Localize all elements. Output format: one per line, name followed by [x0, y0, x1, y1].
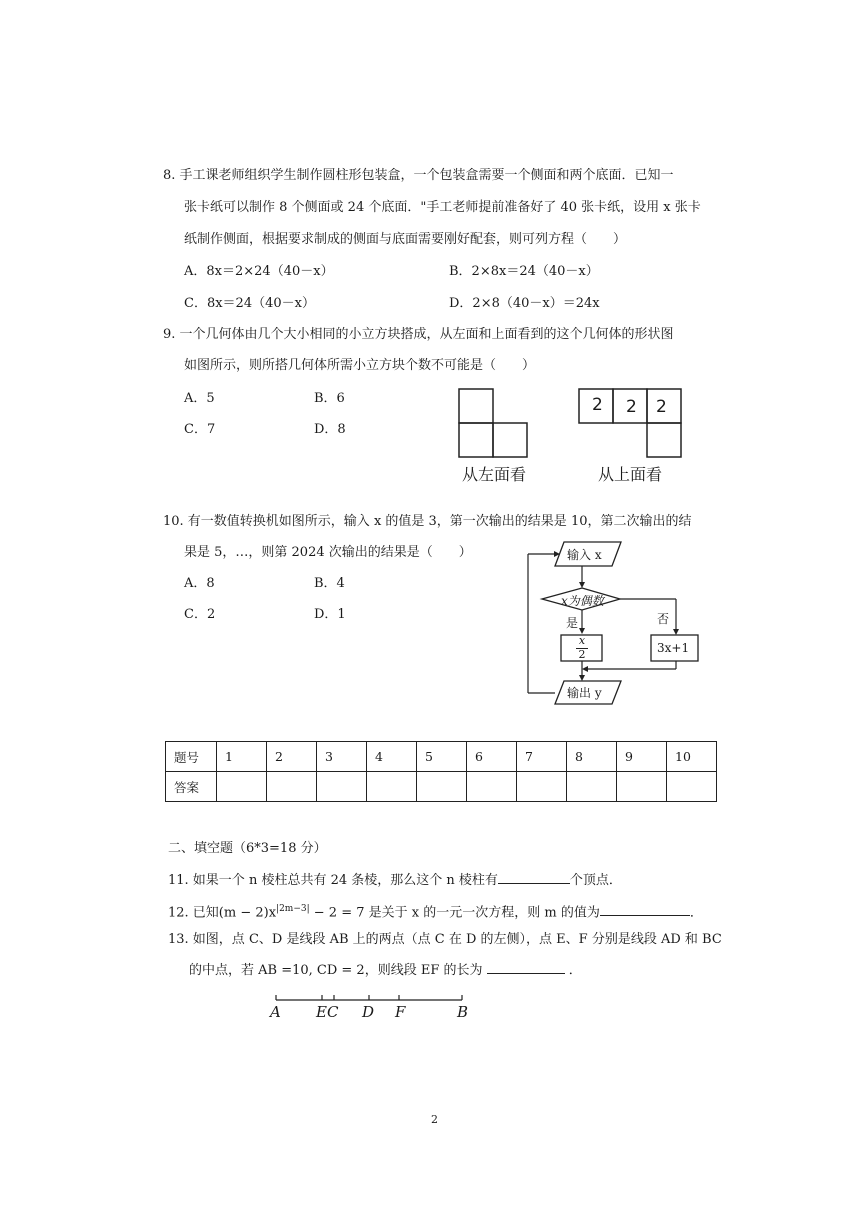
segment-label-ec: EC — [316, 1003, 339, 1021]
q12 — [168, 900, 703, 922]
answer-table-number: 8 — [567, 742, 617, 772]
q12-blank[interactable] — [600, 903, 690, 916]
q11-text: 11. 如果一个 n 棱柱总共有 24 条棱，那么这个 n 棱柱有 — [168, 873, 498, 888]
q10-option-d: D．1 — [314, 607, 346, 622]
q12-text-end: ． — [689, 905, 703, 921]
q9-option-b: B．6 — [314, 391, 345, 406]
q8-option-c: C．8x＝24（40－x） — [184, 296, 315, 311]
q11 — [168, 871, 622, 890]
left-view-figure — [455, 385, 535, 461]
q13-line1: 13. 如图，点 C、D 是线段 AB 上的两点（点 C 在 D 的左侧），点 E、F 分别是线段 AD 和 BC — [168, 932, 722, 947]
flowchart-half-numerator: x — [578, 634, 586, 647]
answer-cell[interactable] — [617, 772, 667, 802]
answer-table-number: 10 — [667, 742, 717, 772]
q12-text-mid: − 2 = 7 是关于 x 的一元一次方程，则 m 的值为 — [309, 905, 600, 921]
q10-line1: 10. 有一数值转换机如图所示，输入 x 的值是 3，第一次输出的结果是 10，第二次输出的结 — [163, 514, 692, 529]
q12-exponent: |2m−3| — [276, 904, 310, 914]
segment-label-d: D — [362, 1003, 375, 1021]
q13-text: 的中点，若 AB =10, CD = 2，则线段 EF 的长为 — [189, 963, 483, 978]
answer-table-number: 4 — [367, 742, 417, 772]
q8-line1: 8. 手工课老师组织学生制作圆柱形包装盒，一个包装盒需要一个侧面和两个底面．已知一 — [163, 168, 674, 183]
q13-text-end: ． — [568, 963, 582, 978]
answer-cell[interactable] — [467, 772, 517, 802]
answer-table-number: 3 — [317, 742, 367, 772]
flowchart-yes: 是 — [566, 616, 579, 630]
flowchart-no: 否 — [657, 612, 670, 626]
q8-option-b: B．2×8x＝24（40－x） — [449, 264, 599, 279]
q9-line1: 9. 一个几何体由几个大小相同的小立方块搭成，从左面和上面看到的这个几何体的形状图 — [163, 327, 674, 342]
flowchart-half-denominator: 2 — [578, 648, 586, 661]
q10-line2: 果是 5，…，则第 2024 次输出的结果是（ ） — [184, 545, 472, 560]
answer-cell[interactable] — [317, 772, 367, 802]
q10-option-b: B．4 — [314, 576, 345, 591]
segment-label-b: B — [457, 1003, 469, 1021]
q12-text: 12. 已知(m − 2)x — [168, 905, 277, 921]
answer-cell[interactable] — [367, 772, 417, 802]
q10-option-a: A．8 — [184, 576, 215, 591]
flowchart-output: 输出 y — [567, 686, 602, 700]
q10-option-c: C．2 — [184, 607, 216, 622]
flowchart — [520, 538, 720, 710]
top-view-number-3: 2 — [656, 397, 667, 417]
answer-cell[interactable] — [517, 772, 567, 802]
top-view-label: 从上面看 — [598, 465, 663, 484]
top-view-number-1: 2 — [592, 395, 603, 415]
answer-cell[interactable] — [267, 772, 317, 802]
answer-table-header-label: 题号 — [166, 742, 217, 772]
q9-option-c: C．7 — [184, 422, 216, 437]
answer-table-number: 2 — [267, 742, 317, 772]
q9-option-d: D．8 — [314, 422, 346, 437]
flowchart-condition: x为偶数 — [561, 594, 604, 608]
left-view-label: 从左面看 — [462, 465, 527, 484]
q13-line2 — [189, 961, 582, 980]
section-2-title: 二、填空题（6*3=18 分） — [168, 841, 327, 856]
q8-option-d: D．2×8（40－x）＝24x — [449, 296, 600, 311]
q8-line2: 张卡纸可以制作 8 个侧面或 24 个底面．"手工老师提前准备好了 40 张卡纸，设用 x 张卡 — [184, 200, 701, 215]
segment-label-a: A — [270, 1003, 281, 1021]
answer-table-answer-row — [166, 772, 717, 802]
answer-cell[interactable] — [567, 772, 617, 802]
answer-table-number: 6 — [467, 742, 517, 772]
answer-cell[interactable] — [217, 772, 267, 802]
q9-option-a: A．5 — [184, 391, 215, 406]
answer-table — [165, 741, 717, 802]
answer-table-number: 1 — [217, 742, 267, 772]
page-number: 2 — [431, 1113, 438, 1126]
q8-line3: 纸制作侧面，根据要求制成的侧面与底面需要刚好配套，则可列方程（ ） — [184, 232, 627, 247]
flowchart-input: 输入 x — [567, 548, 602, 562]
answer-cell[interactable] — [417, 772, 467, 802]
q8-option-a: A．8x＝2×24（40－x） — [184, 264, 334, 279]
answer-table-number: 7 — [517, 742, 567, 772]
q11-blank[interactable] — [498, 871, 570, 884]
segment-label-f: F — [395, 1003, 406, 1021]
answer-cell[interactable] — [667, 772, 717, 802]
top-view-number-2: 2 — [626, 397, 637, 417]
answer-table-header-row — [166, 742, 717, 772]
answer-table-answer-label: 答案 — [166, 772, 217, 802]
answer-table-number: 9 — [617, 742, 667, 772]
flowchart-odd-step: 3x+1 — [657, 641, 690, 655]
answer-table-number: 5 — [417, 742, 467, 772]
q11-text-end: 个顶点． — [569, 873, 622, 888]
q13-blank[interactable] — [487, 961, 565, 974]
q9-line2: 如图所示，则所搭几何体所需小立方块个数不可能是（ ） — [184, 358, 536, 373]
